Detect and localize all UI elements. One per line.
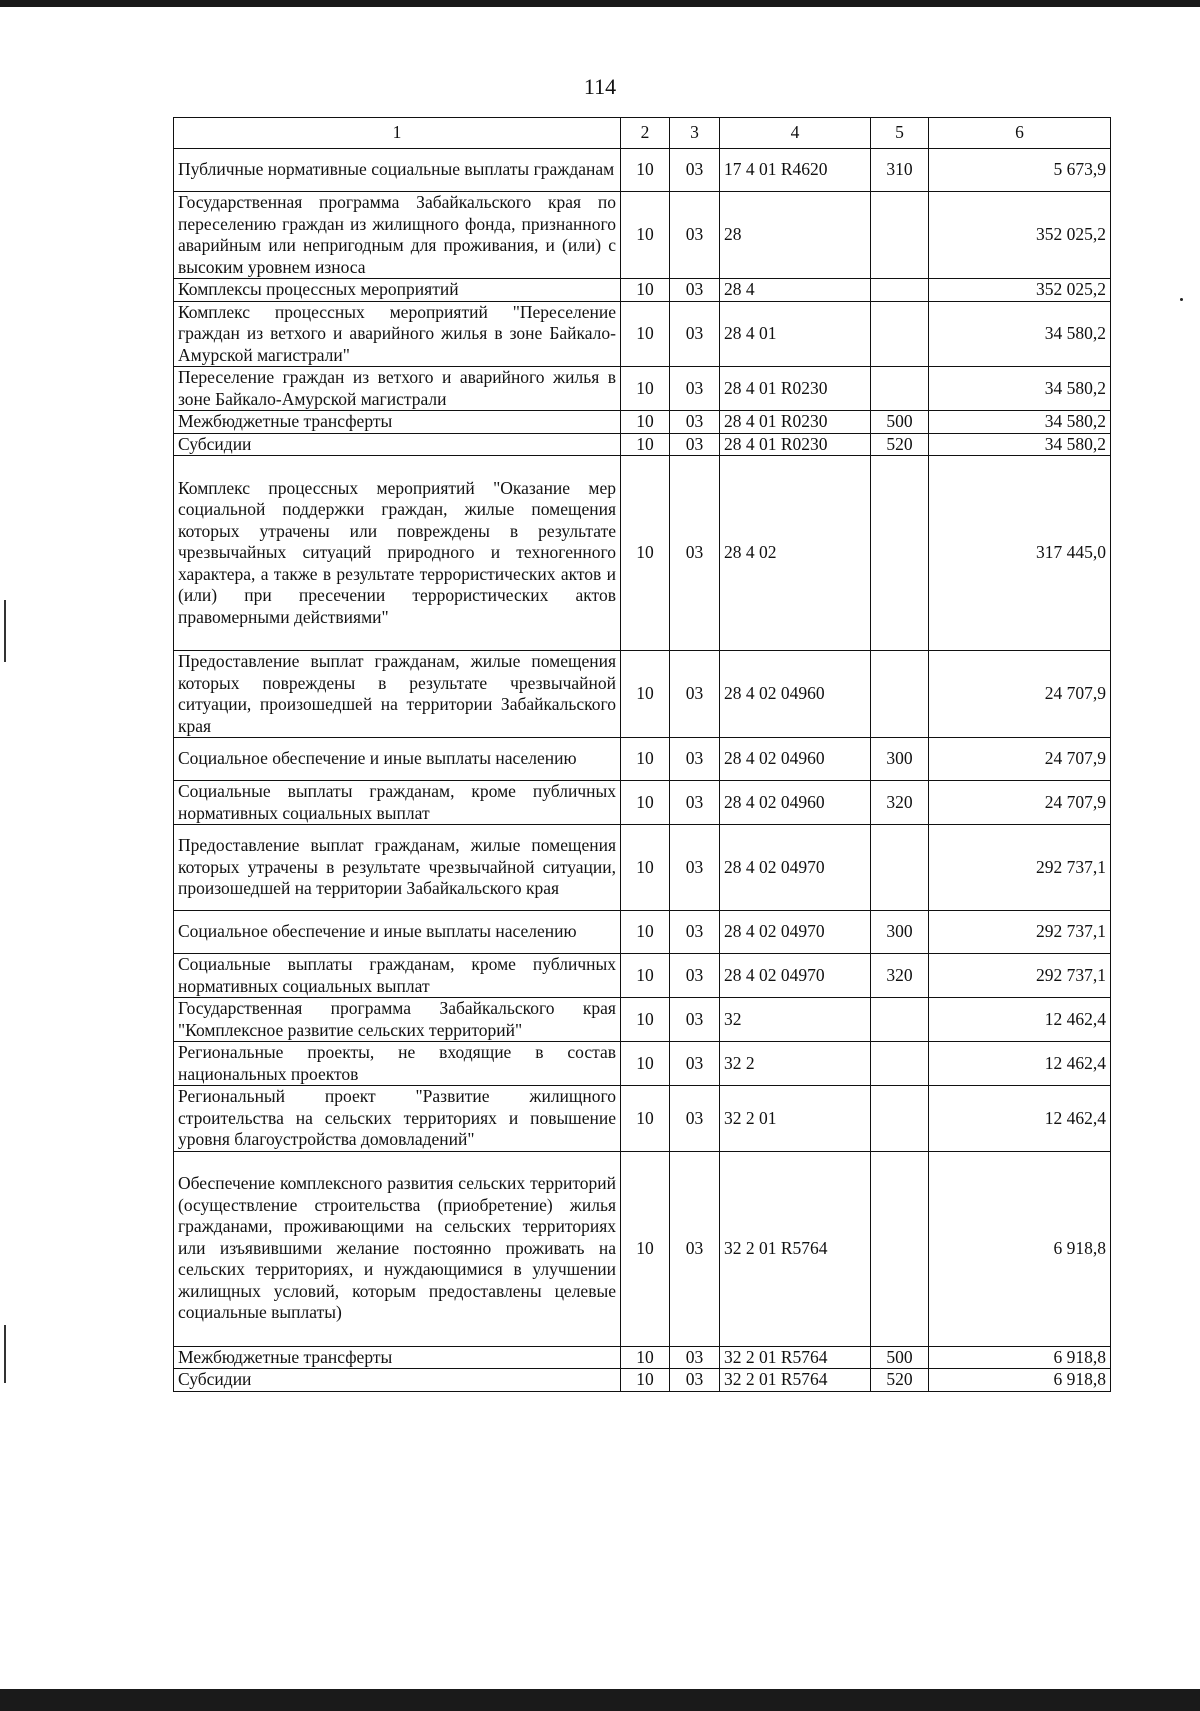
subsection-code: 03 [670,1346,720,1369]
expense-type-code [871,301,929,367]
section-code: 10 [621,279,670,302]
scan-bottom-border [0,1689,1200,1711]
scan-margin-mark [4,1325,6,1383]
section-code: 10 [621,1369,670,1392]
expense-type-code [871,192,929,279]
item-name: Социальное обеспечение и иные выплаты населению [174,911,621,954]
amount: 34 580,2 [929,411,1111,434]
amount: 24 707,9 [929,651,1111,738]
table-row [174,1151,1111,1346]
expense-type-code [871,1042,929,1086]
column-header: 6 [929,118,1111,149]
amount: 12 462,4 [929,1042,1111,1086]
expense-type-code: 300 [871,738,929,781]
item-name: Социальное обеспечение и иные выплаты населению [174,738,621,781]
scan-top-border [0,0,1200,7]
target-article-code: 32 2 01 R5764 [720,1369,871,1392]
amount: 12 462,4 [929,998,1111,1042]
section-code: 10 [621,192,670,279]
subsection-code: 03 [670,456,720,651]
budget-table [173,117,1111,1392]
subsection-code: 03 [670,433,720,456]
expense-type-code [871,456,929,651]
subsection-code: 03 [670,738,720,781]
target-article-code: 28 4 02 04970 [720,954,871,998]
subsection-code: 03 [670,279,720,302]
expense-type-code [871,998,929,1042]
amount: 6 918,8 [929,1369,1111,1392]
section-code: 10 [621,911,670,954]
scan-dot [1180,298,1183,301]
amount: 24 707,9 [929,781,1111,825]
target-article-code: 28 4 02 04960 [720,651,871,738]
subsection-code: 03 [670,998,720,1042]
section-code: 10 [621,954,670,998]
item-name: Предоставление выплат гражданам, жилые помещения которых повреждены в результате чрезвычайной ситуации, произошедшей на территории Забайкальского края [174,651,621,738]
target-article-code: 32 2 01 R5764 [720,1151,871,1346]
table-row [174,411,1111,434]
table-row [174,911,1111,954]
target-article-code: 28 4 02 [720,456,871,651]
item-name: Субсидии [174,433,621,456]
column-header: 4 [720,118,871,149]
item-name: Обеспечение комплексного развития сельских территорий (осуществление строительства (приобретение) жилья гражданами, проживающими на сельских территориях или изъявившими желание постоянно проживать на сельских территориях, и нуждающимися в улучшении жилищных условий, которым предоставлены целевые социальные выплаты) [174,1151,621,1346]
target-article-code: 28 4 01 R0230 [720,411,871,434]
item-name: Региональный проект "Развитие жилищного строительства на сельских территориях и повышение уровня благоустройства домовладений" [174,1086,621,1152]
subsection-code: 03 [670,954,720,998]
section-code: 10 [621,781,670,825]
expense-type-code: 520 [871,1369,929,1392]
subsection-code: 03 [670,411,720,434]
subsection-code: 03 [670,911,720,954]
expense-type-code: 310 [871,149,929,192]
item-name: Комплексы процессных мероприятий [174,279,621,302]
table-row [174,367,1111,411]
subsection-code: 03 [670,781,720,825]
amount: 292 737,1 [929,825,1111,911]
amount: 34 580,2 [929,367,1111,411]
item-name: Социальные выплаты гражданам, кроме публичных нормативных социальных выплат [174,781,621,825]
section-code: 10 [621,1042,670,1086]
section-code: 10 [621,411,670,434]
amount: 34 580,2 [929,301,1111,367]
target-article-code: 32 2 01 R5764 [720,1346,871,1369]
section-code: 10 [621,433,670,456]
subsection-code: 03 [670,367,720,411]
item-name: Межбюджетные трансферты [174,411,621,434]
target-article-code: 28 [720,192,871,279]
section-code: 10 [621,456,670,651]
item-name: Предоставление выплат гражданам, жилые помещения которых утрачены в результате чрезвычайной ситуации, произошедшей на территории Забайкальского края [174,825,621,911]
table-row [174,1369,1111,1392]
amount: 24 707,9 [929,738,1111,781]
section-code: 10 [621,1151,670,1346]
table-row [174,1086,1111,1152]
page-number: 114 [583,74,617,99]
section-code: 10 [621,651,670,738]
subsection-code: 03 [670,301,720,367]
item-name: Социальные выплаты гражданам, кроме публичных нормативных социальных выплат [174,954,621,998]
section-code: 10 [621,825,670,911]
scan-margin-mark [4,600,6,662]
subsection-code: 03 [670,825,720,911]
column-header: 1 [174,118,621,149]
item-name: Государственная программа Забайкальского края "Комплексное развитие сельских территорий" [174,998,621,1042]
amount: 352 025,2 [929,192,1111,279]
column-header: 3 [670,118,720,149]
table-row [174,433,1111,456]
target-article-code: 28 4 02 04970 [720,825,871,911]
target-article-code: 28 4 02 04960 [720,781,871,825]
expense-type-code [871,1086,929,1152]
target-article-code: 28 4 [720,279,871,302]
table-row [174,279,1111,302]
item-name: Региональные проекты, не входящие в состав национальных проектов [174,1042,621,1086]
section-code: 10 [621,367,670,411]
target-article-code: 17 4 01 R4620 [720,149,871,192]
amount: 292 737,1 [929,911,1111,954]
subsection-code: 03 [670,1369,720,1392]
section-code: 10 [621,149,670,192]
item-name: Субсидии [174,1369,621,1392]
table-row [174,1346,1111,1369]
item-name: Государственная программа Забайкальского края по переселению граждан из жилищного фонда, признанного аварийным или непригодным для проживания, и (или) с высоким уровнем износа [174,192,621,279]
target-article-code: 32 2 01 [720,1086,871,1152]
item-name: Переселение граждан из ветхого и аварийного жилья в зоне Байкало-Амурской магистрали [174,367,621,411]
section-code: 10 [621,1086,670,1152]
table-row [174,301,1111,367]
target-article-code: 32 [720,998,871,1042]
subsection-code: 03 [670,192,720,279]
target-article-code: 28 4 01 R0230 [720,367,871,411]
table-row [174,456,1111,651]
amount: 34 580,2 [929,433,1111,456]
table-row [174,781,1111,825]
section-code: 10 [621,738,670,781]
table-header-row [174,118,1111,149]
table-row [174,192,1111,279]
expense-type-code [871,825,929,911]
expense-type-code: 520 [871,433,929,456]
subsection-code: 03 [670,1042,720,1086]
column-header: 5 [871,118,929,149]
target-article-code: 28 4 01 [720,301,871,367]
target-article-code: 28 4 01 R0230 [720,433,871,456]
item-name: Комплекс процессных мероприятий "Оказание мер социальной поддержки граждан, жилые помещения которых утрачены или повреждены в результате чрезвычайных ситуаций природного и техногенного характера, а также в результате террористических актов и (или) при пресечении террористических актов правомерными действиями" [174,456,621,651]
amount: 317 445,0 [929,456,1111,651]
table-row [174,1042,1111,1086]
subsection-code: 03 [670,149,720,192]
table-row [174,998,1111,1042]
column-header: 2 [621,118,670,149]
subsection-code: 03 [670,1151,720,1346]
amount: 352 025,2 [929,279,1111,302]
target-article-code: 32 2 [720,1042,871,1086]
table-row [174,738,1111,781]
section-code: 10 [621,301,670,367]
table-row [174,651,1111,738]
section-code: 10 [621,998,670,1042]
amount: 6 918,8 [929,1346,1111,1369]
table-row [174,825,1111,911]
expense-type-code [871,651,929,738]
table-body [174,149,1111,1392]
amount: 292 737,1 [929,954,1111,998]
expense-type-code: 300 [871,911,929,954]
table-row [174,954,1111,998]
target-article-code: 28 4 02 04970 [720,911,871,954]
expense-type-code: 320 [871,781,929,825]
expense-type-code [871,279,929,302]
expense-type-code: 500 [871,1346,929,1369]
amount: 5 673,9 [929,149,1111,192]
item-name: Публичные нормативные социальные выплаты гражданам [174,149,621,192]
target-article-code: 28 4 02 04960 [720,738,871,781]
table-row [174,149,1111,192]
expense-type-code: 320 [871,954,929,998]
amount: 6 918,8 [929,1151,1111,1346]
expense-type-code [871,1151,929,1346]
expense-type-code: 500 [871,411,929,434]
item-name: Комплекс процессных мероприятий "Переселение граждан из ветхого и аварийного жилья в зоне Байкало-Амурской магистрали" [174,301,621,367]
subsection-code: 03 [670,1086,720,1152]
subsection-code: 03 [670,651,720,738]
expense-type-code [871,367,929,411]
amount: 12 462,4 [929,1086,1111,1152]
section-code: 10 [621,1346,670,1369]
item-name: Межбюджетные трансферты [174,1346,621,1369]
